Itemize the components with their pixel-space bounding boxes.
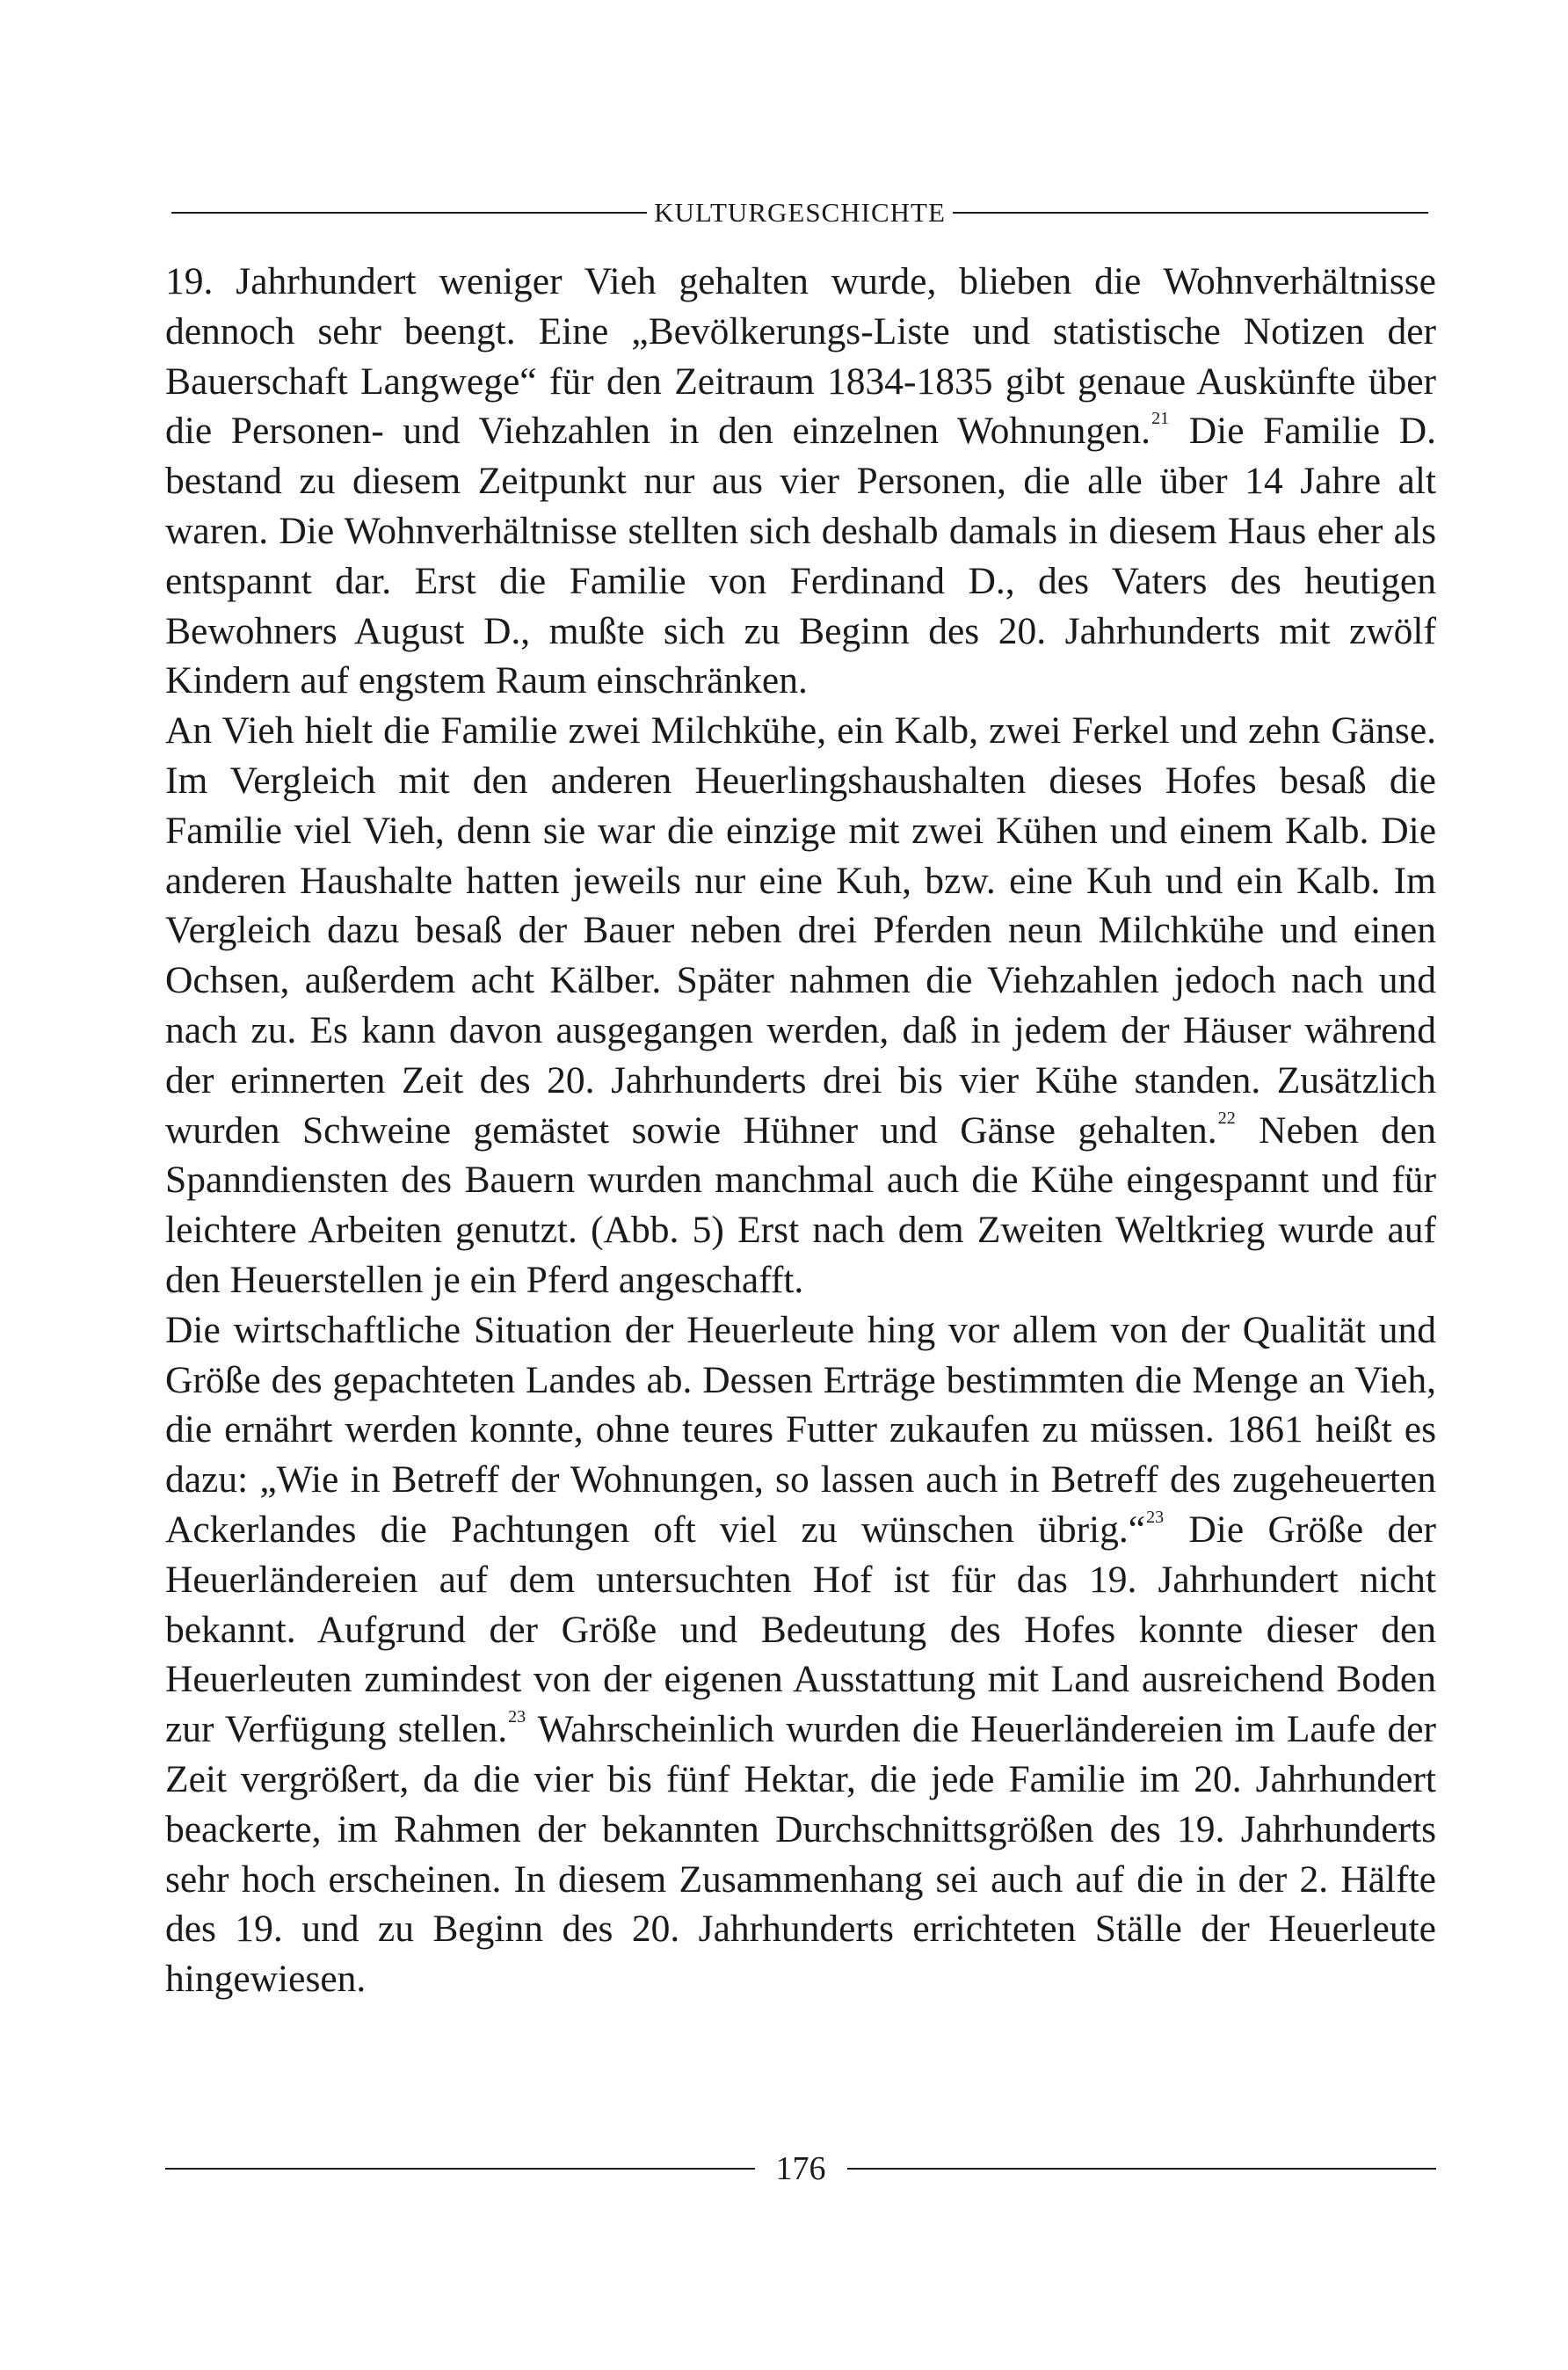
page-number: 176 bbox=[775, 2150, 826, 2187]
paragraph-text: An Vieh hielt die Familie zwei Milchkühe, ein Kalb, zwei Ferkel und zehn Gänse. Im Vergleich mit den anderen Heuerlingshaushalten dieses Hofes besaß die Familie viel Vieh, denn sie war die einzige mit zwei Kühen und einem Kalb. Die anderen Haushalte hatten jeweils nur eine Kuh, bzw. eine Kuh und ein Kalb. Im Vergleich dazu besaß der Bauer neben drei Pferden neun Milchkühe und einen Ochsen, außerdem acht Kälber. Später nahmen die Viehzahlen jedoch nach und nach zu. Es kann davon ausgegangen werden, daß in jedem der Häuser während der erinnerten Zeit des 20. Jahrhunderts drei bis vier Kühe standen. Zusätzlich wurden Schweine gemästet sowie Hühner und Gänse gehalten. bbox=[165, 709, 1436, 1152]
body-paragraph bbox=[165, 257, 1436, 706]
footnote-reference: 22 bbox=[1217, 1108, 1236, 1128]
body-text bbox=[165, 257, 1436, 2004]
running-header bbox=[171, 193, 1428, 232]
paragraph-text: Die Familie D. bestand zu diesem Zeitpunkt nur aus vier Personen, die alle über 14 Jahre alt waren. Die Wohnverhältnisse stellten sich deshalb damals in diesem Haus eher als entspannt dar. Erst die Familie von Ferdinand D., des Vaters des heutigen Bewohners August D., mußte sich zu Beginn des 20. Jahrhunderts mit zwölf Kindern auf engstem Raum einschränken. bbox=[165, 410, 1436, 702]
paragraph-text: Wahrscheinlich wurden die Heuerländereien im Laufe der Zeit vergrößert, da die vier bis fünf Hektar, die jede Familie im 20. Jahrhundert beackerte, im Rahmen der bekannten Durchschnittsgrößen des 19. Jahrhunderts sehr hoch erscheinen. In diesem Zusammenhang sei auch auf die in der 2. Hälfte des 19. und zu Beginn des 20. Jahrhunderts errichteten Ställe der Heuerleute hingewiesen. bbox=[165, 1708, 1437, 2001]
page-footer bbox=[165, 2147, 1436, 2191]
paragraph-text: Die wirtschaftliche Situation der Heuerleute hing vor allem von der Qualität und Größe des gepachteten Landes ab. Dessen Erträge bestimmten die Menge an Vieh, die ernährt werden konnte, ohne teures Futter zukaufen zu müssen. 1861 heißt es dazu: „Wie in Betreff der Wohnungen, so lassen auch in Betreff des zugeheuerten Ackerlandes die Pachtungen oft viel zu wünschen übrig.“ bbox=[165, 1308, 1436, 1551]
header-rule-left bbox=[171, 212, 647, 214]
footnote-reference: 21 bbox=[1151, 409, 1170, 429]
footnote-reference: 23 bbox=[1146, 1507, 1165, 1527]
footer-rule-right bbox=[847, 2168, 1437, 2170]
body-paragraph bbox=[165, 706, 1436, 1305]
paragraph-text: Die Größe der Heuerländereien auf dem untersuchten Hof ist für das 19. Jahrhundert nicht bekannt. Aufgrund der Größe und Bedeutung des Hofes konnte dieser den Heuerleuten zumindest von der eigenen Ausstattung mit Land ausreichend Boden zur Verfügung stellen. bbox=[165, 1508, 1436, 1751]
footnote-reference: 23 bbox=[508, 1707, 526, 1727]
running-header-title: KULTURGESCHICHTE bbox=[654, 197, 946, 228]
body-paragraph bbox=[165, 1305, 1436, 2004]
paragraph-text: 19. Jahrhundert weniger Vieh gehalten wurde, blieben die Wohnverhältnisse dennoch sehr beengt. Eine „Bevölkerungs-Liste und statistische Notizen der Bauerschaft Langwege“ für den Zeitraum 1834-1835 gibt genaue Auskünfte über die Personen- und Viehzahlen in den einzelnen Wohnungen. bbox=[165, 260, 1436, 453]
header-rule-right bbox=[953, 212, 1428, 214]
footer-rule-left bbox=[165, 2168, 755, 2170]
paragraph-text: Neben den Spanndiensten des Bauern wurden manchmal auch die Kühe eingespannt und für leichtere Arbeiten genutzt. (Abb. 5) Erst nach dem Zweiten Weltkrieg wurde auf den Heuerstellen je ein Pferd angeschafft. bbox=[165, 1109, 1436, 1301]
